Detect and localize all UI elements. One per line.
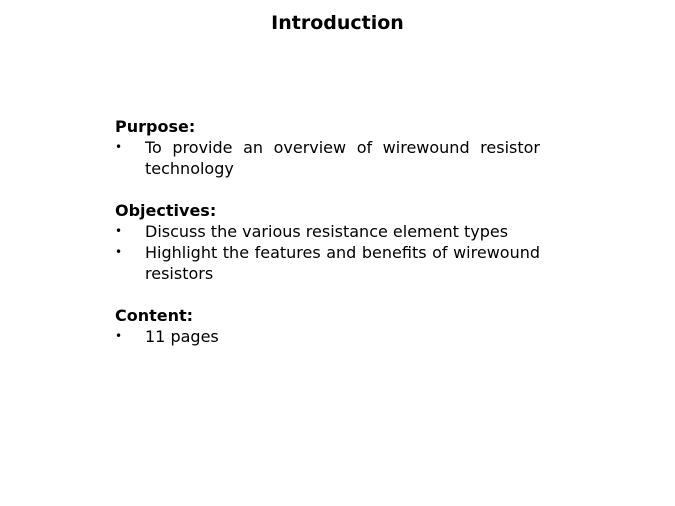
bullet-icon: • [115,329,123,343]
bullet-icon: • [115,245,123,259]
content-section [115,305,540,347]
bullet-text: Highlight the features and benefits of wirewound resistors [145,243,540,283]
bullet-item [115,326,540,347]
bullet-item [115,221,540,242]
content-bullet-list [115,326,540,347]
bullet-icon: • [115,224,123,238]
bullet-text: 11 pages [145,327,219,346]
slide-content [115,116,540,368]
bullet-icon: • [115,140,123,154]
section-heading-purpose: Purpose: [115,117,196,136]
objectives-bullet-list [115,221,540,284]
section-heading-objectives: Objectives: [115,201,217,220]
bullet-text: To provide an overview of wirewound resistor technology [145,138,540,178]
bullet-item [115,137,540,179]
bullet-item [115,242,540,284]
purpose-section [115,116,540,179]
objectives-section [115,200,540,284]
slide-title: Introduction [271,12,404,34]
bullet-text: Discuss the various resistance element types [145,222,509,241]
purpose-bullet-list [115,137,540,179]
section-heading-content: Content: [115,306,194,325]
